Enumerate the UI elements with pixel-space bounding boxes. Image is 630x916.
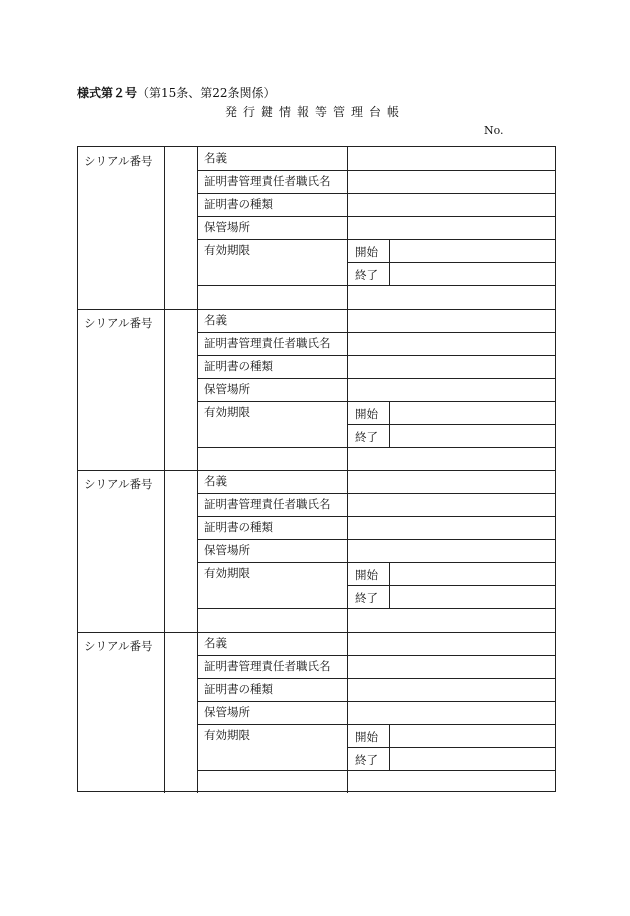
column-line xyxy=(389,562,390,608)
certificate-manager-label: 証明書管理責任者職氏名 xyxy=(204,497,331,511)
validity-start-label: 開始 xyxy=(355,245,378,259)
record-divider xyxy=(78,470,555,471)
column-line xyxy=(389,724,390,770)
row-line xyxy=(347,424,555,425)
row-line xyxy=(197,770,555,771)
validity-start-label: 開始 xyxy=(355,729,378,744)
form-number: 様式第２号 xyxy=(77,86,138,100)
record-divider xyxy=(78,632,555,633)
storage-location-label: 保管場所 xyxy=(204,704,250,719)
validity-end-label: 終了 xyxy=(355,591,378,605)
row-line xyxy=(197,539,555,540)
record-block xyxy=(78,470,555,632)
record-block xyxy=(78,632,555,794)
certificate-type-label: 証明書の種類 xyxy=(204,358,273,373)
serial-number-label: シリアル番号 xyxy=(84,477,153,491)
record-divider xyxy=(78,309,555,310)
certificate-type-label: 証明書の種類 xyxy=(204,197,273,211)
holder-name-label: 名義 xyxy=(204,151,227,165)
row-line xyxy=(197,193,555,194)
column-line xyxy=(164,632,165,794)
validity-period-label: 有効期限 xyxy=(204,566,250,580)
storage-location-label: 保管場所 xyxy=(204,543,250,557)
form-header xyxy=(77,84,276,101)
row-line xyxy=(347,262,555,263)
holder-name-label: 名義 xyxy=(204,474,227,488)
validity-period-label: 有効期限 xyxy=(204,243,250,257)
row-line xyxy=(347,585,555,586)
certificate-manager-label: 証明書管理責任者職氏名 xyxy=(204,658,331,673)
document-title: 発行鍵情報等管理台帳 xyxy=(224,105,405,119)
row-line xyxy=(197,378,555,379)
record-block xyxy=(78,147,555,309)
number-label: No. xyxy=(484,124,504,137)
certificate-type-label: 証明書の種類 xyxy=(204,681,273,696)
row-line xyxy=(197,493,555,494)
row-line xyxy=(197,170,555,171)
column-line xyxy=(164,470,165,632)
certificate-type-label: 証明書の種類 xyxy=(204,520,273,534)
row-line xyxy=(197,724,555,725)
row-line xyxy=(197,701,555,702)
row-line xyxy=(197,447,555,448)
column-line xyxy=(389,239,390,285)
serial-number-label: シリアル番号 xyxy=(84,154,153,168)
certificate-manager-label: 証明書管理責任者職氏名 xyxy=(204,174,331,188)
row-line xyxy=(197,516,555,517)
row-line xyxy=(197,401,555,402)
row-line xyxy=(197,608,555,609)
row-line xyxy=(197,285,555,286)
column-line xyxy=(164,309,165,471)
validity-period-label: 有効期限 xyxy=(204,727,250,742)
serial-number-label: シリアル番号 xyxy=(84,315,153,330)
ledger-table xyxy=(77,146,556,792)
row-line xyxy=(197,678,555,679)
row-line xyxy=(197,216,555,217)
row-line xyxy=(197,239,555,240)
column-line xyxy=(164,147,165,309)
validity-start-label: 開始 xyxy=(355,406,378,421)
validity-end-label: 終了 xyxy=(355,429,378,444)
row-line xyxy=(197,355,555,356)
row-line xyxy=(197,332,555,333)
holder-name-label: 名義 xyxy=(204,635,227,650)
column-line xyxy=(389,401,390,447)
validity-end-label: 終了 xyxy=(355,752,378,767)
record-block xyxy=(78,309,555,471)
storage-location-label: 保管場所 xyxy=(204,381,250,396)
storage-location-label: 保管場所 xyxy=(204,220,250,234)
validity-end-label: 終了 xyxy=(355,268,378,282)
holder-name-label: 名義 xyxy=(204,312,227,327)
row-line xyxy=(347,747,555,748)
validity-period-label: 有効期限 xyxy=(204,404,250,419)
row-line xyxy=(197,562,555,563)
form-reference: （第15条、第22条関係） xyxy=(137,86,276,100)
certificate-manager-label: 証明書管理責任者職氏名 xyxy=(204,335,331,350)
row-line xyxy=(197,655,555,656)
validity-start-label: 開始 xyxy=(355,568,378,582)
serial-number-label: シリアル番号 xyxy=(84,638,153,653)
